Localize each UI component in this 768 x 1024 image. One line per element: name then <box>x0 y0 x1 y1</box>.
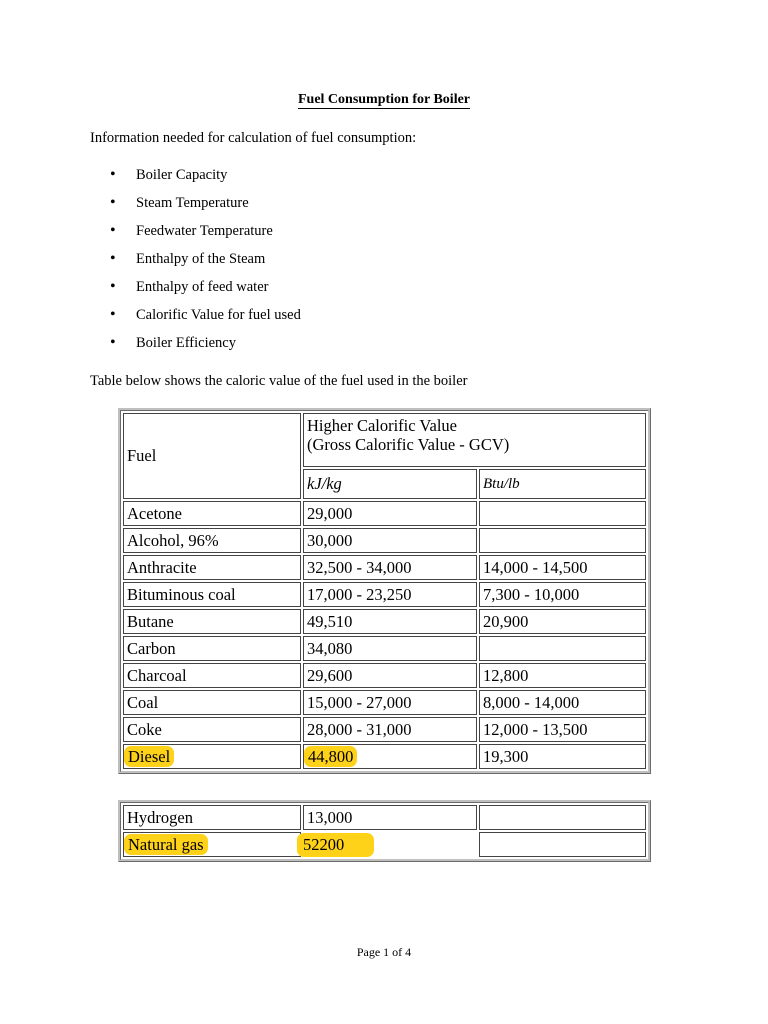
fuel-name: Alcohol, 96% <box>123 528 301 553</box>
page-footer: Page 1 of 4 <box>356 945 412 959</box>
table-row <box>123 744 646 769</box>
value-btu: 8,000 - 14,000 <box>479 690 646 715</box>
value-btu: 14,000 - 14,500 <box>479 555 646 580</box>
value-kj: 29,600 <box>303 663 477 688</box>
highlight-natural-gas-kj: 52200 <box>297 833 374 857</box>
fuel-name: Acetone <box>123 501 301 526</box>
fuel-name: Bituminous coal <box>123 582 301 607</box>
header-calorific-value <box>303 413 646 467</box>
value-btu: 20,900 <box>479 609 646 634</box>
value-btu <box>479 501 646 526</box>
fuel-name: Butane <box>123 609 301 634</box>
value-btu: 7,300 - 10,000 <box>479 582 646 607</box>
list-item: • Calorific Value for fuel used <box>110 307 301 335</box>
value-kj-highlighted <box>303 744 477 769</box>
value-kj: 32,500 - 34,000 <box>303 555 477 580</box>
list-item: • Enthalpy of feed water <box>110 279 301 307</box>
header-unit-btu: Btu/lb <box>479 469 646 499</box>
value-btu: 12,800 <box>479 663 646 688</box>
fuel-name: Anthracite <box>123 555 301 580</box>
value-kj: 13,000 <box>303 805 477 830</box>
table-row <box>123 501 646 526</box>
value-btu <box>479 832 646 857</box>
requirements-list <box>110 167 301 363</box>
highlight-natural-gas: Natural gas <box>124 834 208 855</box>
list-item: • Enthalpy of the Steam <box>110 251 301 279</box>
value-btu: 19,300 <box>479 744 646 769</box>
list-item: • Boiler Efficiency <box>110 335 301 363</box>
fuel-name: Charcoal <box>123 663 301 688</box>
page-title-text: Fuel Consumption for Boiler <box>297 92 471 107</box>
value-kj: 34,080 <box>303 636 477 661</box>
value-kj: 15,000 - 27,000 <box>303 690 477 715</box>
header-fuel: Fuel <box>123 413 301 499</box>
header-calorific-line2: (Gross Calorific Value - GCV) <box>307 435 510 454</box>
value-btu: 12,000 - 13,500 <box>479 717 646 742</box>
header-calorific-line1: Higher Calorific Value <box>307 416 457 435</box>
list-item: • Steam Temperature <box>110 195 301 223</box>
header-unit-kj: kJ/kg <box>303 469 477 499</box>
value-kj: 17,000 - 23,250 <box>303 582 477 607</box>
value-kj-highlighted <box>303 832 477 857</box>
table-row <box>123 528 646 553</box>
highlight-diesel: Diesel <box>124 746 174 767</box>
value-kj: 28,000 - 31,000 <box>303 717 477 742</box>
fuel-name: Carbon <box>123 636 301 661</box>
table-row <box>123 555 646 580</box>
table-row <box>123 636 646 661</box>
value-btu <box>479 636 646 661</box>
table-row <box>123 832 646 857</box>
table-row <box>123 663 646 688</box>
list-item: • Feedwater Temperature <box>110 223 301 251</box>
highlight-diesel-kj: 44,800 <box>304 746 357 767</box>
calorific-value-table <box>118 408 651 774</box>
table-row <box>123 805 646 830</box>
intro-paragraph: Information needed for calculation of fuel consumption: <box>90 130 417 146</box>
fuel-name-highlighted <box>123 744 301 769</box>
calorific-value-table-continued <box>118 800 651 862</box>
table-row <box>123 609 646 634</box>
fuel-name: Coal <box>123 690 301 715</box>
fuel-name: Hydrogen <box>123 805 301 830</box>
table-row <box>123 582 646 607</box>
table-row <box>123 690 646 715</box>
table-caption: Table below shows the caloric value of the fuel used in the boiler <box>90 373 468 389</box>
fuel-name: Coke <box>123 717 301 742</box>
table-row <box>123 717 646 742</box>
value-btu <box>479 805 646 830</box>
page-title <box>0 92 768 108</box>
fuel-name-highlighted <box>123 832 301 857</box>
value-kj: 49,510 <box>303 609 477 634</box>
value-kj: 30,000 <box>303 528 477 553</box>
value-kj: 29,000 <box>303 501 477 526</box>
list-item: • Boiler Capacity <box>110 167 301 195</box>
table-header-row <box>123 413 646 467</box>
value-btu <box>479 528 646 553</box>
